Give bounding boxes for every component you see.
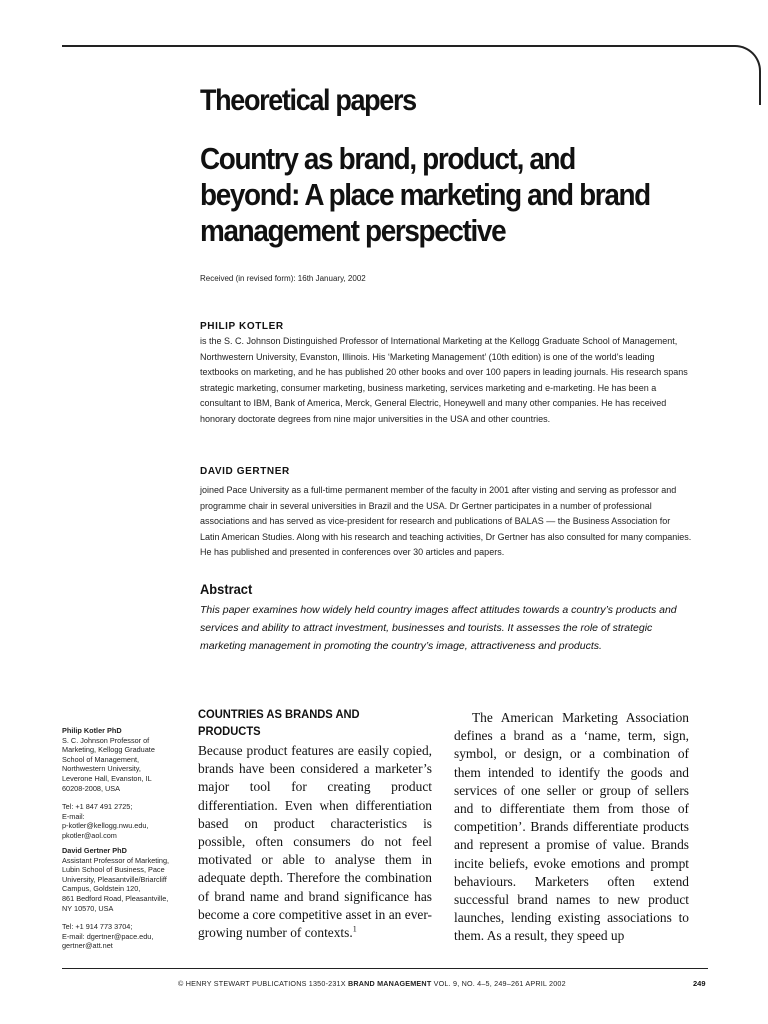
paragraph-text: Because product features are easily copied, brands have been considered a marketer’s major tool for creating product differentiation. Even when differentiation based on product characteristics is possible, often consumers do not feel motivated or able to analyse them in adequate depth. Therefore the combination of brand name and brand significance has become a core competitive asset in an ever-growing number of contexts.	[198, 743, 432, 941]
author-bio: joined Pace University as a full-time permanent member of the faculty in 2001 after visting and serving as professor and programme chair in several universities in Brazil and the USA. Dr Gertner participates in a number of professional associations and has served as vice-president for research and publications of BALAS — the Business Association for Latin American Studies. Along with his research and teaching activities, Dr Gertner has also consulted for many companies. He has published and presented in conferences over 30 articles and papers.	[200, 485, 692, 557]
address-line: Lubin School of Business, Pace	[62, 865, 165, 875]
section-heading: COUNTRIES AS BRANDS AND PRODUCTS	[198, 707, 360, 738]
top-rule	[62, 45, 702, 47]
received-date: Received (in revised form): 16th January, 2002	[200, 274, 366, 283]
contact-line: E-mail: dgertner@pace.edu,	[62, 931, 154, 941]
address-line: NY 10570, USA	[62, 903, 114, 913]
contact-line: Tel: +1 914 773 3704;	[62, 922, 133, 932]
address-line: Marketing, Kellogg Graduate	[62, 745, 155, 755]
address-line: University, Pleasantville/Briarcliff	[62, 874, 167, 884]
address-line: Leverone Hall, Evanston, IL	[62, 773, 152, 783]
contact-line: p-kotler@kellogg.nwu.edu,	[62, 821, 149, 831]
paper-title: Country as brand, product, and beyond: A place marketing and brand management perspective	[200, 141, 650, 248]
abstract-heading: Abstract	[200, 581, 253, 597]
page-number: 249	[693, 979, 706, 988]
contact-line: E-mail:	[62, 811, 85, 821]
author-address-gertner	[62, 846, 192, 951]
sidebar-author-name: Philip Kotler PhD	[62, 726, 122, 735]
footnote-marker[interactable]: 1	[352, 924, 357, 934]
page-corner-rule	[701, 45, 761, 105]
address-line: School of Management,	[62, 754, 140, 764]
footer-rule	[62, 968, 708, 969]
abstract-text: This paper examines how widely held country images affect attitudes towards a country’s products and services and ability to attract investment, businesses and tourists. It assesses the role of strategic marketing management in promoting the country’s image, attractiveness and products.	[200, 604, 677, 652]
footer-publisher: © HENRY STEWART PUBLICATIONS 1350-231X	[178, 979, 346, 988]
section-label: Theoretical papers	[200, 84, 416, 117]
author-name: PHILIP KOTLER	[200, 321, 284, 332]
address-line: Campus, Goldstein 120,	[62, 884, 141, 894]
contact-line: pkotler@aol.com	[62, 830, 117, 840]
address-line: 60208-2008, USA	[62, 783, 121, 793]
footer-citation	[178, 979, 566, 988]
contact-line: Tel: +1 847 491 2725;	[62, 802, 133, 812]
footer-issue: VOL. 9, NO. 4–5, 249–261 APRIL 2002	[433, 979, 566, 988]
contact-line: gertner@att.net	[62, 941, 113, 951]
author-address-kotler	[62, 726, 192, 841]
footer-journal: BRAND MANAGEMENT	[347, 979, 432, 988]
spacer	[62, 793, 192, 802]
sidebar-author-name: David Gertner PhD	[62, 846, 127, 855]
body-paragraph: The American Marketing Association defines a brand as a ‘name, term, sign, symbol, or design, or a combination of them intended to identify the goods and services of one seller or group of sellers and to differentiate them from those of competition’. Brands differentiate products and represent a promise of value. Brands incite beliefs, evoke emotions and prompt behaviours. Marketers often extend successful brand names to new product launches, lending existing associations to them. As a result, they speed up	[454, 710, 689, 944]
address-line: S. C. Johnson Professor of	[62, 735, 150, 745]
address-line: Northwestern University,	[62, 764, 141, 774]
body-paragraph	[198, 742, 432, 942]
address-line: 861 Bedford Road, Pleasantville,	[62, 893, 169, 903]
author-name: DAVID GERTNER	[200, 466, 290, 477]
author-bio: is the S. C. Johnson Distinguished Professor of International Marketing at the Kellogg Graduate School of Management, Northwestern University, Evanston, Illinois. His ‘Marketing Management’ (10th edition) is one of the world’s leading textbooks on marketing, and he has published 20 other books and over 100 papers in leading journals. His research spans strategic marketing, consumer marketing, business marketing, services marketing and e-marketing. He has been a consultant to IBM, Bank of America, Merck, General Electric, Honeywell and many other companies. He has received honorary doctorate degrees from nine major universities in the USA and other countries.	[200, 336, 688, 424]
address-line: Assistant Professor of Marketing,	[62, 855, 170, 865]
spacer	[62, 913, 192, 922]
